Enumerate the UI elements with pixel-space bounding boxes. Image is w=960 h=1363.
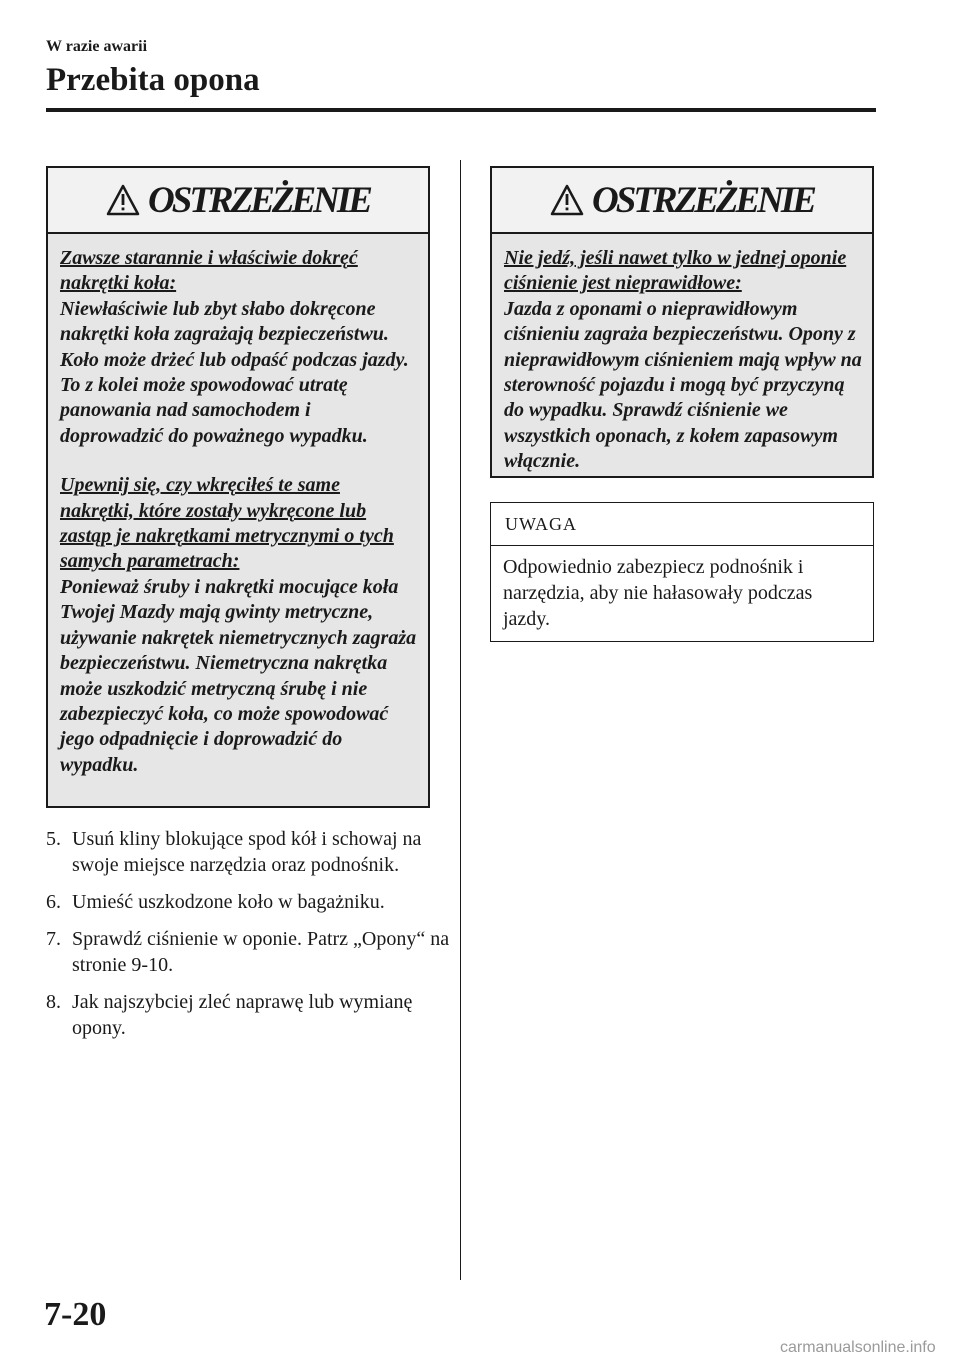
step-number: 6. bbox=[46, 891, 61, 913]
warning-text: Ponieważ śruby i nakrętki mocujące koła Twojej Mazdy mają gwinty metryczne, używanie nakrętek niemetrycznych zagraża bezpieczeństwu. Niemetryczna nakrętka może uszkodzić metryczną śrubę i nie zabezpieczyć koła, co może spowodować jego odpadnięcie i doprowadzić do wypadku. bbox=[60, 575, 417, 776]
column-divider bbox=[460, 160, 461, 1280]
list-item bbox=[46, 989, 456, 1041]
list-item bbox=[46, 889, 456, 915]
warning-body bbox=[48, 234, 428, 790]
step-number: 7. bbox=[46, 928, 61, 950]
step-text: Umieść uszkodzone koło w bagażniku. bbox=[72, 891, 385, 913]
step-number: 8. bbox=[46, 991, 61, 1013]
warning-subheading: Upewnij się, czy wkręciłeś te same nakrętki, które zostały wykręcone lub zastąp je nakrętkami metrycznymi o tych samych parametrach: bbox=[60, 474, 394, 573]
page-number: 7-20 bbox=[44, 1296, 107, 1333]
step-text: Usuń kliny blokujące spod kół i schowaj na swoje miejsce narzędzia oraz podnośnik. bbox=[72, 828, 422, 876]
warning-box bbox=[490, 166, 874, 478]
step-number: 5. bbox=[46, 828, 61, 850]
page-title: Przebita opona bbox=[46, 62, 260, 98]
watermark: carmanualsonline.info bbox=[780, 1339, 936, 1356]
warning-title: OSTRZEŻENIE bbox=[148, 179, 370, 221]
list-item bbox=[46, 826, 456, 878]
warning-header bbox=[492, 168, 872, 234]
warning-text: Niewłaściwie lub zbyt słabo dokręcone nakrętki koła zagrażają bezpieczeństwu. Koło może drżeć lub odpaść podczas jazdy. To z kolei może spowodować utratę panowania nad samochodem i doprowadzić do poważnego wypadku. bbox=[60, 297, 409, 447]
step-text: Sprawdź ciśnienie w oponie. Patrz „Opony“ na stronie 9-10. bbox=[72, 928, 450, 976]
note-box bbox=[490, 502, 874, 642]
note-title: UWAGA bbox=[491, 503, 873, 546]
warning-header bbox=[48, 168, 428, 234]
warning-box bbox=[46, 166, 430, 808]
note-text: Odpowiednio zabezpiecz podnośnik i narzędzia, aby nie hałasowały podczas jazdy. bbox=[503, 556, 813, 630]
warning-triangle-icon bbox=[550, 184, 584, 216]
warning-triangle-icon bbox=[106, 184, 140, 216]
step-text: Jak najszybciej zleć naprawę lub wymianę opony. bbox=[72, 991, 413, 1039]
list-item bbox=[46, 926, 456, 978]
warning-text: Jazda z oponami o nieprawidłowym ciśnieniu zagraża bezpieczeństwu. Opony z nieprawidłowym ciśnieniem mają wpływ na sterowność pojazdu i mogą być przyczyną do wypadku. Sprawdź ciśnienie we wszystkich oponach, z kołem zapasowym włącznie. bbox=[504, 297, 862, 473]
warning-title: OSTRZEŻENIE bbox=[592, 179, 814, 221]
warning-subheading: Nie jedź, jeśli nawet tylko w jednej oponie ciśnienie jest nieprawidłowe: bbox=[504, 247, 847, 295]
steps-list bbox=[46, 826, 456, 1052]
spacer bbox=[60, 449, 418, 473]
header-rule bbox=[46, 108, 876, 112]
warning-subheading: Zawsze starannie i właściwie dokręć nakrętki koła: bbox=[60, 247, 358, 295]
warning-body bbox=[492, 234, 872, 487]
section-label: W razie awarii bbox=[46, 38, 148, 55]
